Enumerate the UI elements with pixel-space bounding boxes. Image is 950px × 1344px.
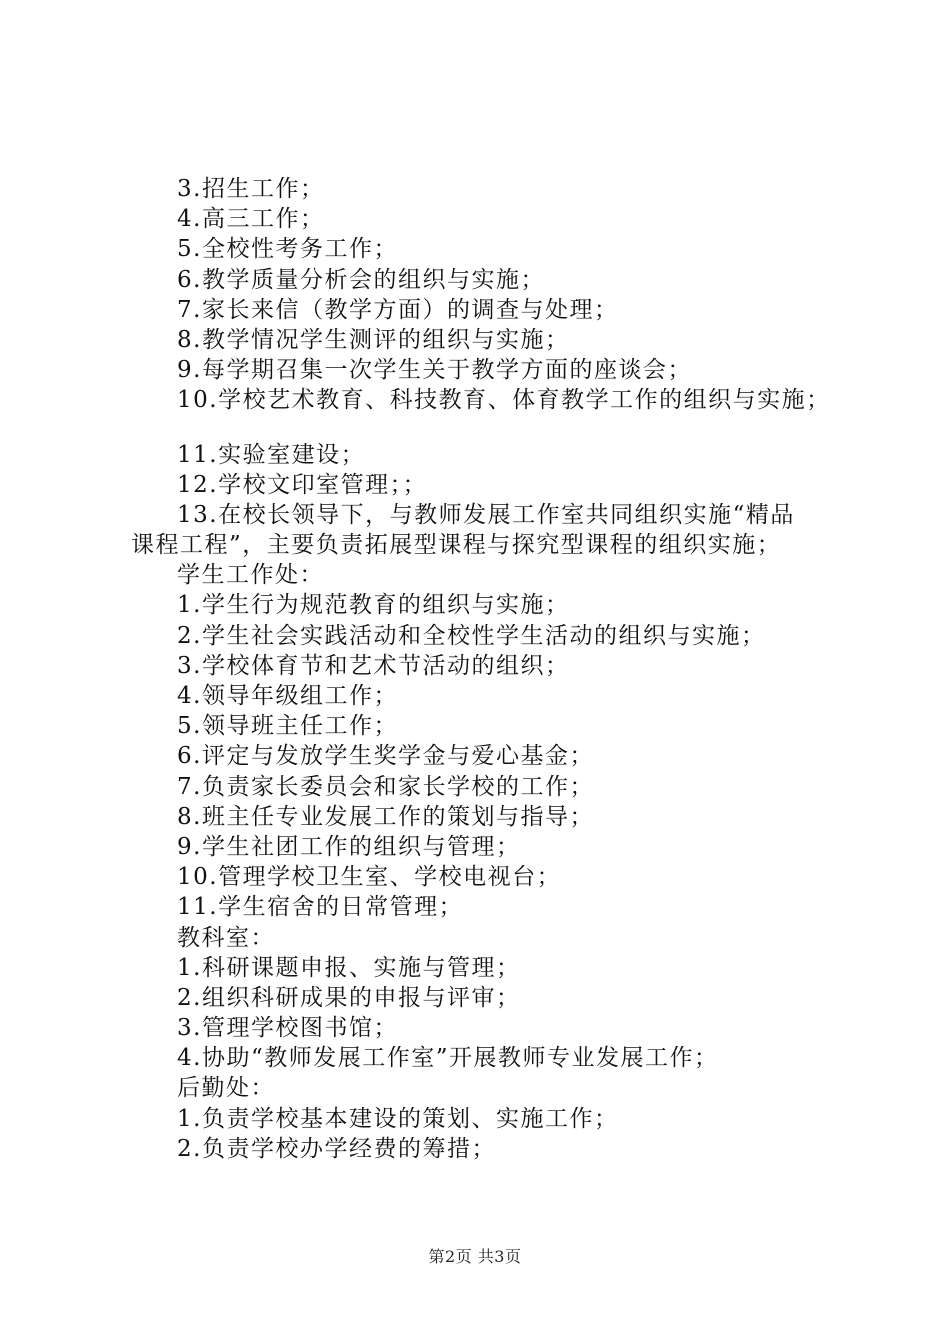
list-item: 5.领导班主任工作； [177,713,398,740]
list-item: 9.每学期召集一次学生关于教学方面的座谈会； [177,357,692,384]
list-item: 8.班主任专业发展工作的策划与指导； [177,803,594,830]
list-item: 5.全校性考务工作； [177,236,398,263]
list-item: 6.评定与发放学生奖学金与爱心基金； [177,743,594,770]
list-item: 9.学生社团工作的组织与管理； [177,833,521,860]
section-heading: 教科室： [177,924,275,951]
document-body [131,174,851,1164]
list-item: 4.协助“教师发展工作室”开展教师专业发展工作； [177,1045,719,1072]
list-item: 3.招生工作； [177,176,325,202]
list-item: 1.学生行为规范教育的组织与实施； [177,592,570,619]
list-item: 7.负责家长委员会和家长学校的工作； [177,773,594,800]
list-item: 4.领导年级组工作； [177,683,398,709]
list-item: 1.负责学校基本建设的策划、实施工作； [177,1105,619,1132]
list-item: 2.组织科研成果的申报与评审； [177,984,521,1011]
list-item: 7.家长来信（教学方面）的调查与处理； [177,296,619,323]
list-item: 2.学生社会实践活动和全校性学生活动的组织与实施； [177,622,766,649]
list-item: 12.学校文印室管理；； [177,471,428,498]
list-item: 10.管理学校卫生室、学校电视台； [177,864,562,891]
section-heading: 后勤处： [177,1075,275,1102]
paragraph-gap [131,416,851,440]
list-item: 11.实验室建设； [177,441,366,468]
section-heading: 学生工作处： [177,562,324,589]
list-item: 2.负责学校办学经费的筹措； [177,1135,496,1162]
list-item: 8.教学情况学生测评的组织与实施； [177,326,570,353]
list-item: 1.科研课题申报、实施与管理； [177,954,521,981]
list-item-continuation: 课程工程”，主要负责拓展型课程与探究型课程的组织实施； [131,532,782,559]
list-item: 10.学校艺术教育、科技教育、体育教学工作的组织与实施； [177,387,831,414]
page-number-footer: 第2页 共3页 [428,1247,522,1266]
list-item: 11.学生宿舍的日常管理； [177,894,464,921]
list-item: 4.高三工作； [177,206,325,233]
list-item: 6.教学质量分析会的组织与实施； [177,266,545,293]
list-item: 3.管理学校图书馆； [177,1015,398,1042]
list-item: 3.学校体育节和艺术节活动的组织； [177,652,570,679]
list-item: 13.在校长领导下，与教师发展工作室共同组织实施“精品 [177,501,795,528]
